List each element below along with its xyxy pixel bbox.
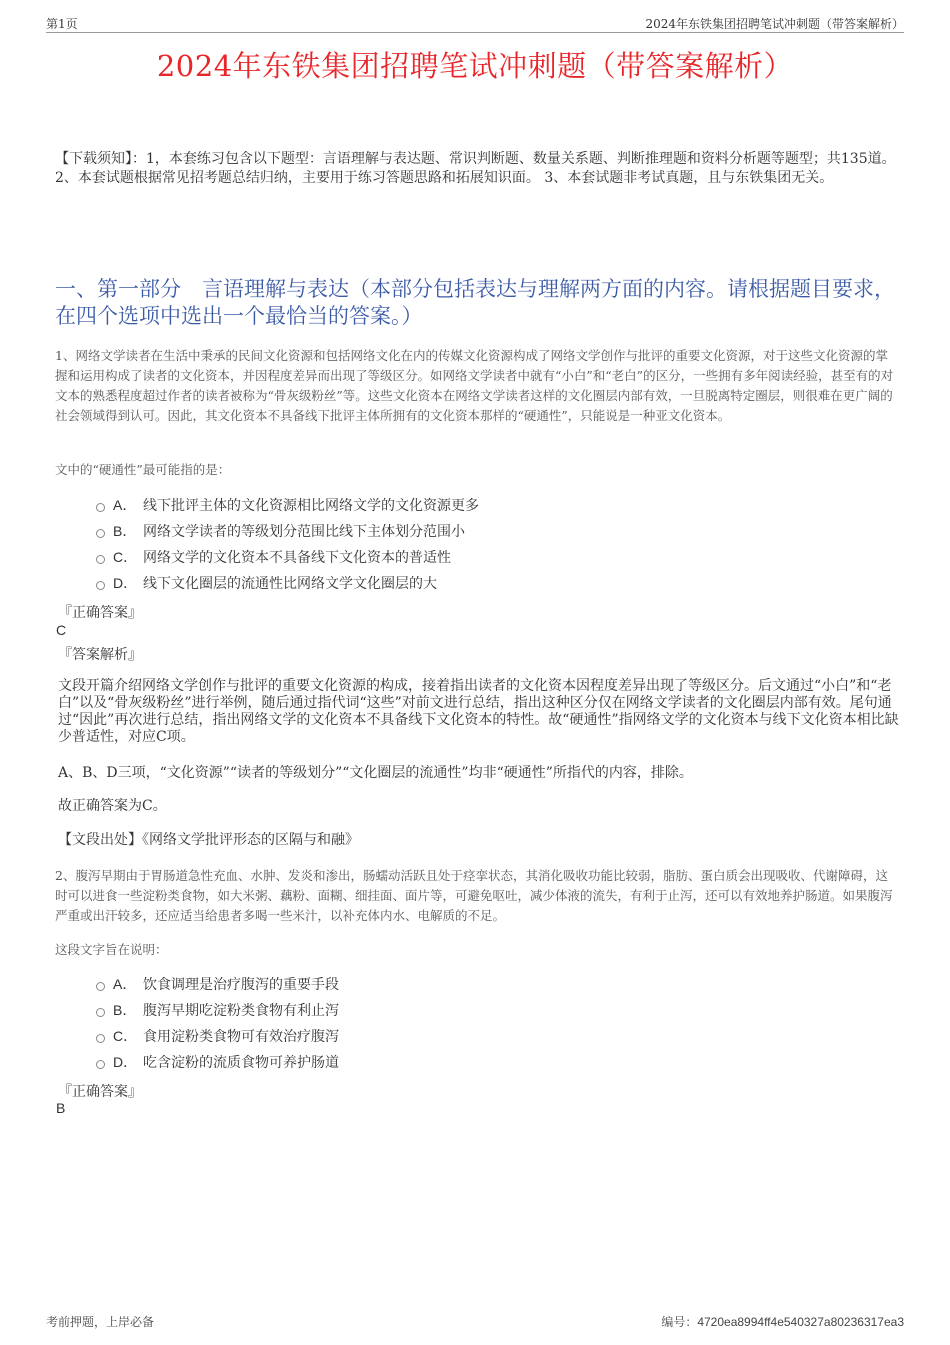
q1-analysis-conclusion: 故正确答案为C。 — [58, 798, 167, 814]
q1-option-b[interactable]: B． 网络文学读者的等级划分范围比线下主体划分范围小 — [96, 518, 796, 544]
radio-icon[interactable] — [96, 529, 105, 538]
q2-option-b[interactable]: B． 腹泻早期吃淀粉类食物有利止泻 — [96, 997, 796, 1023]
radio-icon[interactable] — [96, 1060, 105, 1069]
q1-question: 文中的“硬通性”最可能指的是： — [55, 462, 231, 477]
q2-passage: 2、腹泻早期由于胃肠道急性充血、水肿、发炎和渗出，肠蠕动活跃且处于痉挛状态，其消化吸收功能比较弱，脂肪、蛋白质会出现吸收、代谢障碍，这时可以进食一些淀粉类食物，如大米粥、藕粉、面糊、细挂面、面片等，可避免呕吐，减少体液的流失，有利于止泻，还可以有效地养护肠道。如果腹泻严重或出汗较多，还应适当给患者多喝一些米汁，以补充体内水、电解质的不足。 — [55, 868, 893, 923]
q1-source: 【文段出处】《网络文学批评形态的区隔与和融》 — [58, 832, 359, 848]
download-notice: 【下载须知】：1，本套练习包含以下题型：言语理解与表达题、常识判断题、数量关系题、判断推理题和资料分析题等题型；共135道。 2、本套试题根据常见招考题总结归纳，主要用于练习答题思路和拓展知识面。 3、本套试题非考试真题，且与东铁集团无关。 — [55, 151, 896, 186]
q2-answer-label: 『正确答案』 — [58, 1084, 142, 1100]
q1-answer-label: 『正确答案』 — [58, 605, 142, 621]
radio-icon[interactable] — [96, 503, 105, 512]
q1-answer: C — [56, 622, 67, 638]
radio-icon[interactable] — [96, 581, 105, 590]
page-title: 2024年东铁集团招聘笔试冲刺题（带答案解析） — [156, 49, 794, 83]
q2-option-d[interactable]: D． 吃含淀粉的流质食物可养护肠道 — [96, 1049, 796, 1075]
footer-slogan: 考前押题，上岸必备 — [46, 1315, 155, 1329]
q2-question: 这段文字旨在说明： — [55, 942, 168, 957]
radio-icon[interactable] — [96, 982, 105, 991]
q2-option-c[interactable]: C． 食用淀粉类食物可有效治疗腹泻 — [96, 1023, 796, 1049]
q1-analysis-exclude: A、B、D三项，“文化资源”“读者的等级划分”“文化圈层的流通性”均非“硬通性”所指代的内容，排除。 — [58, 765, 693, 781]
q1-option-a[interactable]: A． 线下批评主体的文化资源相比网络文学的文化资源更多 — [96, 492, 796, 518]
serial-number: 4720ea8994ff4e540327a80236317ea3 — [697, 1315, 904, 1329]
q2-option-a[interactable]: A． 饮食调理是治疗腹泻的重要手段 — [96, 971, 796, 997]
page-number: 第1页 — [46, 17, 78, 31]
q1-options — [96, 492, 796, 596]
header-doc-title: 2024年东铁集团招聘笔试冲刺题（带答案解析） — [645, 17, 904, 31]
radio-icon[interactable] — [96, 1034, 105, 1043]
q1-passage: 1、网络文学读者在生活中秉承的民间文化资源和包括网络文化在内的传媒文化资源构成了网络文学创作与批评的重要文化资源，对于这些文化资源的掌握和运用构成了读者的文化资本，并因程度差异而出现了等级区分。如网络文学读者中就有“小白”和“老白”的区分，一些拥有多年阅读经验，甚至有的对文本的熟悉程度超过作者的读者被称为“骨灰级粉丝”等。这些文化资本在网络文学读者这样的文化圈层内部有效，一旦脱离特定圈层，则很难在更广阔的社会领域得到认可。因此，其文化资本不具备线下批评主体所拥有的文化资本那样的“硬通性”，只能说是一种亚文化资本。 — [55, 348, 894, 423]
footer-serial: 编号：4720ea8994ff4e540327a80236317ea3 — [661, 1315, 904, 1329]
q1-option-c[interactable]: C． 网络文学的文化资本不具备线下文化资本的普适性 — [96, 544, 796, 570]
q1-analysis-main: 文段开篇介绍网络文学创作与批评的重要文化资源的构成，接着指出读者的文化资本因程度差异出现了等级区分。后文通过“小白”和“老白”以及“骨灰级粉丝”进行举例，随后通过指代词“这些”对前文进行总结，指出这种区分仅在网络文学读者的文化圈层内部有效。尾句通过“因此”再次进行总结，指出网络文学的文化资本不具备线下文化资本的特性。故“硬通性”指网络文学的文化资本与线下文化资本相比缺少普适性，对应C项。 — [58, 678, 899, 745]
radio-icon[interactable] — [96, 1008, 105, 1017]
q1-option-d[interactable]: D． 线下文化圈层的流通性比网络文学文化圈层的大 — [96, 570, 796, 596]
page-header — [46, 14, 904, 33]
section-heading: 一、第一部分 言语理解与表达（本部分包括表达与理解两方面的内容。请根据题目要求，在四个选项中选出一个最恰当的答案。） — [55, 277, 895, 328]
radio-icon[interactable] — [96, 555, 105, 564]
q2-answer: B — [56, 1100, 66, 1116]
q1-analysis-label: 『答案解析』 — [58, 647, 142, 663]
q2-options — [96, 971, 796, 1075]
